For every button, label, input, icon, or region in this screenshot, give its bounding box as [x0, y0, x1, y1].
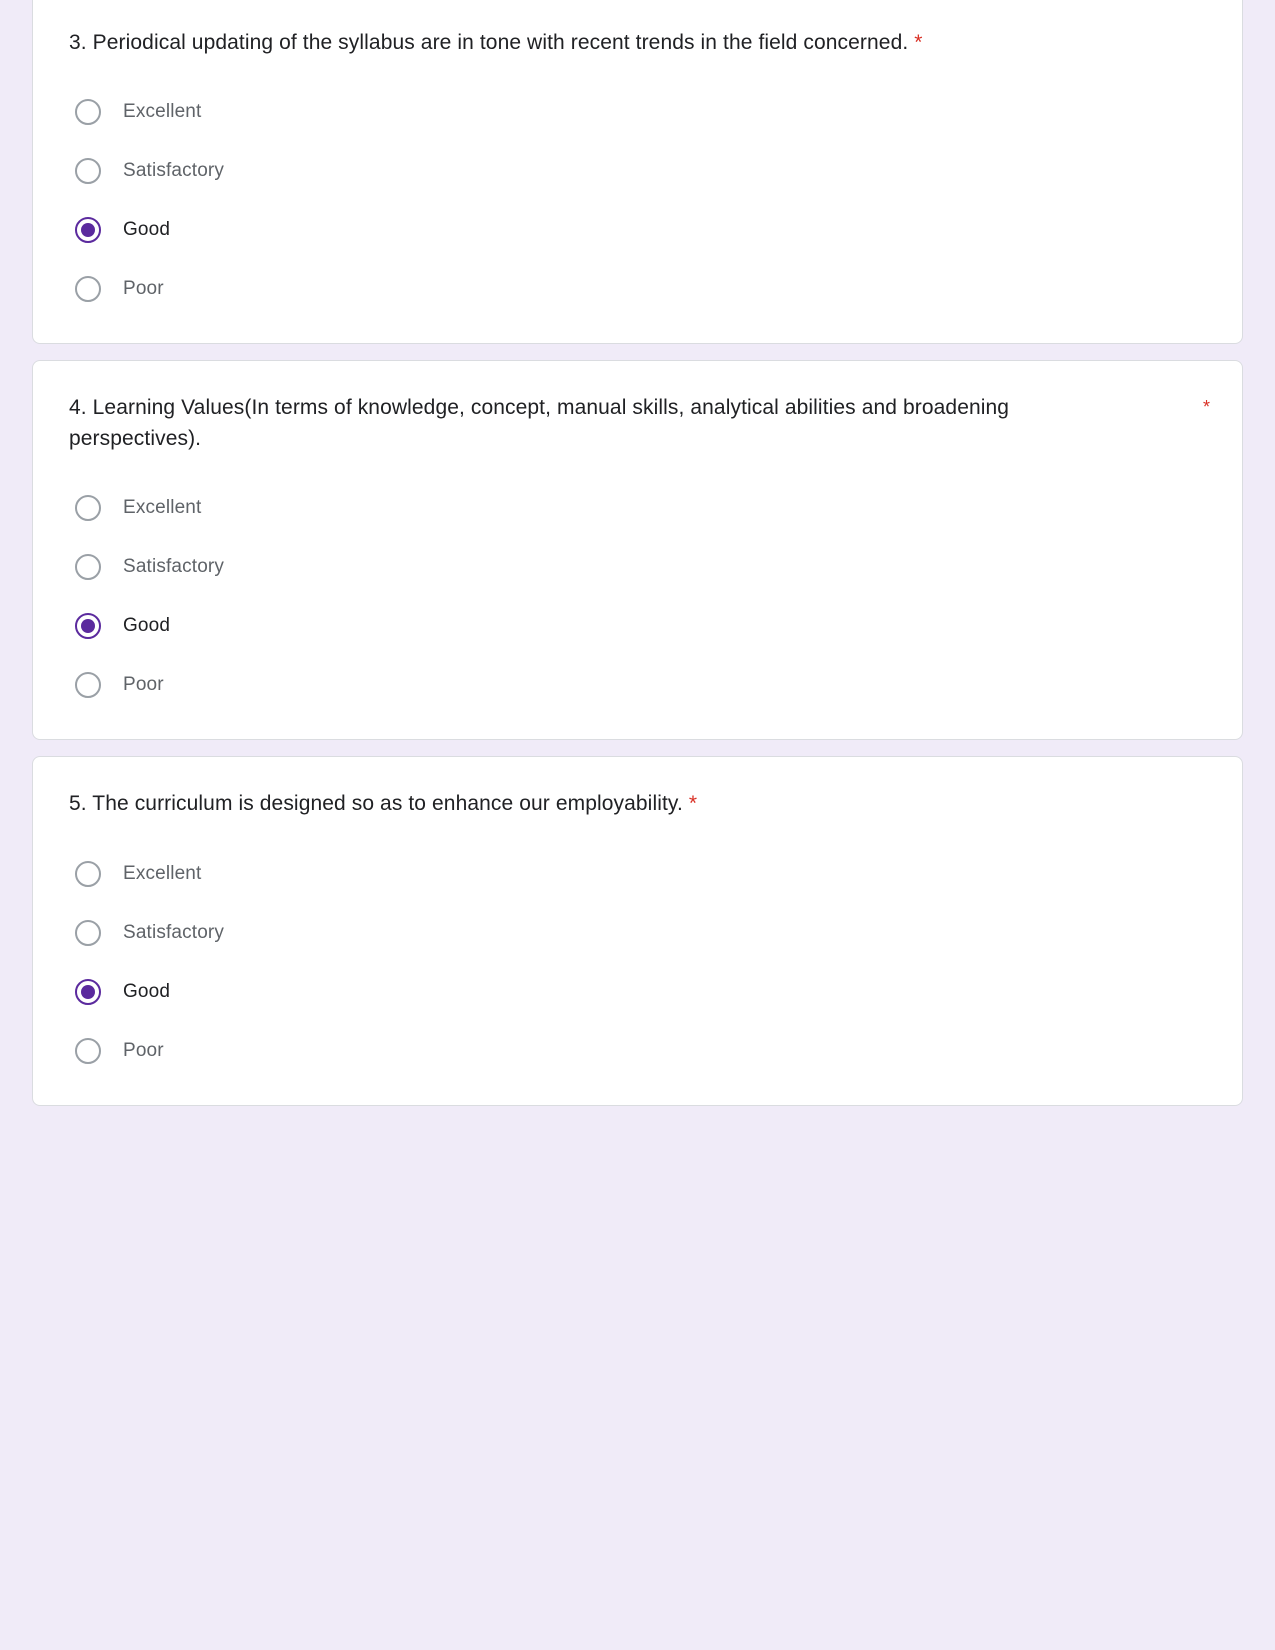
- option-q5-satisfactory[interactable]: [69, 909, 1210, 957]
- option-q4-poor[interactable]: [69, 661, 1210, 709]
- option-q5-good[interactable]: [69, 968, 1210, 1016]
- option-label-q5-poor: Poor: [123, 1039, 164, 1061]
- option-q4-satisfactory[interactable]: [69, 543, 1210, 591]
- question-card-q4: [32, 360, 1243, 740]
- radio-icon-q4-poor[interactable]: [75, 672, 101, 698]
- question-card-q3: [32, 0, 1243, 344]
- option-label-q5-satisfactory: Satisfactory: [123, 921, 225, 943]
- form-questions-container: [32, 0, 1243, 1472]
- options-group-q3[interactable]: [69, 88, 1210, 313]
- radio-icon-q3-excellent[interactable]: [75, 99, 101, 125]
- option-q3-satisfactory[interactable]: [69, 147, 1210, 195]
- radio-icon-q5-excellent[interactable]: [75, 861, 101, 887]
- option-label-q3-satisfactory: Satisfactory: [123, 160, 225, 182]
- question-header-q4: [69, 393, 1210, 454]
- option-label-q5-excellent: Excellent: [123, 862, 202, 884]
- radio-icon-q5-satisfactory[interactable]: [75, 920, 101, 946]
- options-group-q5[interactable]: [69, 850, 1210, 1075]
- required-marker-q4: *: [1202, 397, 1210, 418]
- option-label-q3-excellent: Excellent: [123, 101, 202, 123]
- required-marker-q3: *: [914, 31, 923, 54]
- option-label-q3-good: Good: [123, 219, 171, 241]
- option-label-q3-poor: Poor: [123, 278, 164, 300]
- option-label-q4-satisfactory: Satisfactory: [123, 556, 225, 578]
- required-marker-q5: *: [688, 792, 698, 816]
- question-title-q4: 4. Learning Values(In terms of knowledge, concept, manual skills, analytical abilities and broadening perspectives).: [69, 396, 1010, 450]
- radio-icon-q3-satisfactory[interactable]: [75, 158, 101, 184]
- page-bottom-spacer: [32, 1122, 1243, 1472]
- option-label-q4-poor: Poor: [123, 674, 164, 696]
- options-group-q4[interactable]: [69, 484, 1210, 709]
- option-q5-excellent[interactable]: [69, 850, 1210, 898]
- option-q3-excellent[interactable]: [69, 88, 1210, 136]
- question-header-q3: [69, 28, 1210, 58]
- question-card-q5: [32, 756, 1243, 1105]
- option-q3-good[interactable]: [69, 206, 1210, 254]
- question-title-q5: [69, 789, 697, 819]
- option-q4-good[interactable]: [69, 602, 1210, 650]
- option-label-q4-excellent: Excellent: [123, 497, 202, 519]
- question-text-q5: 5. The curriculum is designed so as to enhance our employability.: [69, 792, 683, 816]
- question-text-q3: 3. Periodical updating of the syllabus are in tone with recent trends in the field concerned.: [69, 31, 909, 54]
- radio-icon-q3-good[interactable]: [75, 217, 101, 243]
- option-q4-excellent[interactable]: [69, 484, 1210, 532]
- question-title-q3: [69, 28, 923, 58]
- radio-icon-q4-satisfactory[interactable]: [75, 554, 101, 580]
- radio-icon-q4-good[interactable]: [75, 613, 101, 639]
- option-q5-poor[interactable]: [69, 1027, 1210, 1075]
- radio-icon-q5-good[interactable]: [75, 979, 101, 1005]
- radio-icon-q3-poor[interactable]: [75, 276, 101, 302]
- radio-icon-q4-excellent[interactable]: [75, 495, 101, 521]
- option-label-q5-good: Good: [123, 980, 171, 1002]
- option-label-q4-good: Good: [123, 615, 171, 637]
- radio-icon-q5-poor[interactable]: [75, 1038, 101, 1064]
- option-q3-poor[interactable]: [69, 265, 1210, 313]
- question-header-q5: [69, 789, 1210, 819]
